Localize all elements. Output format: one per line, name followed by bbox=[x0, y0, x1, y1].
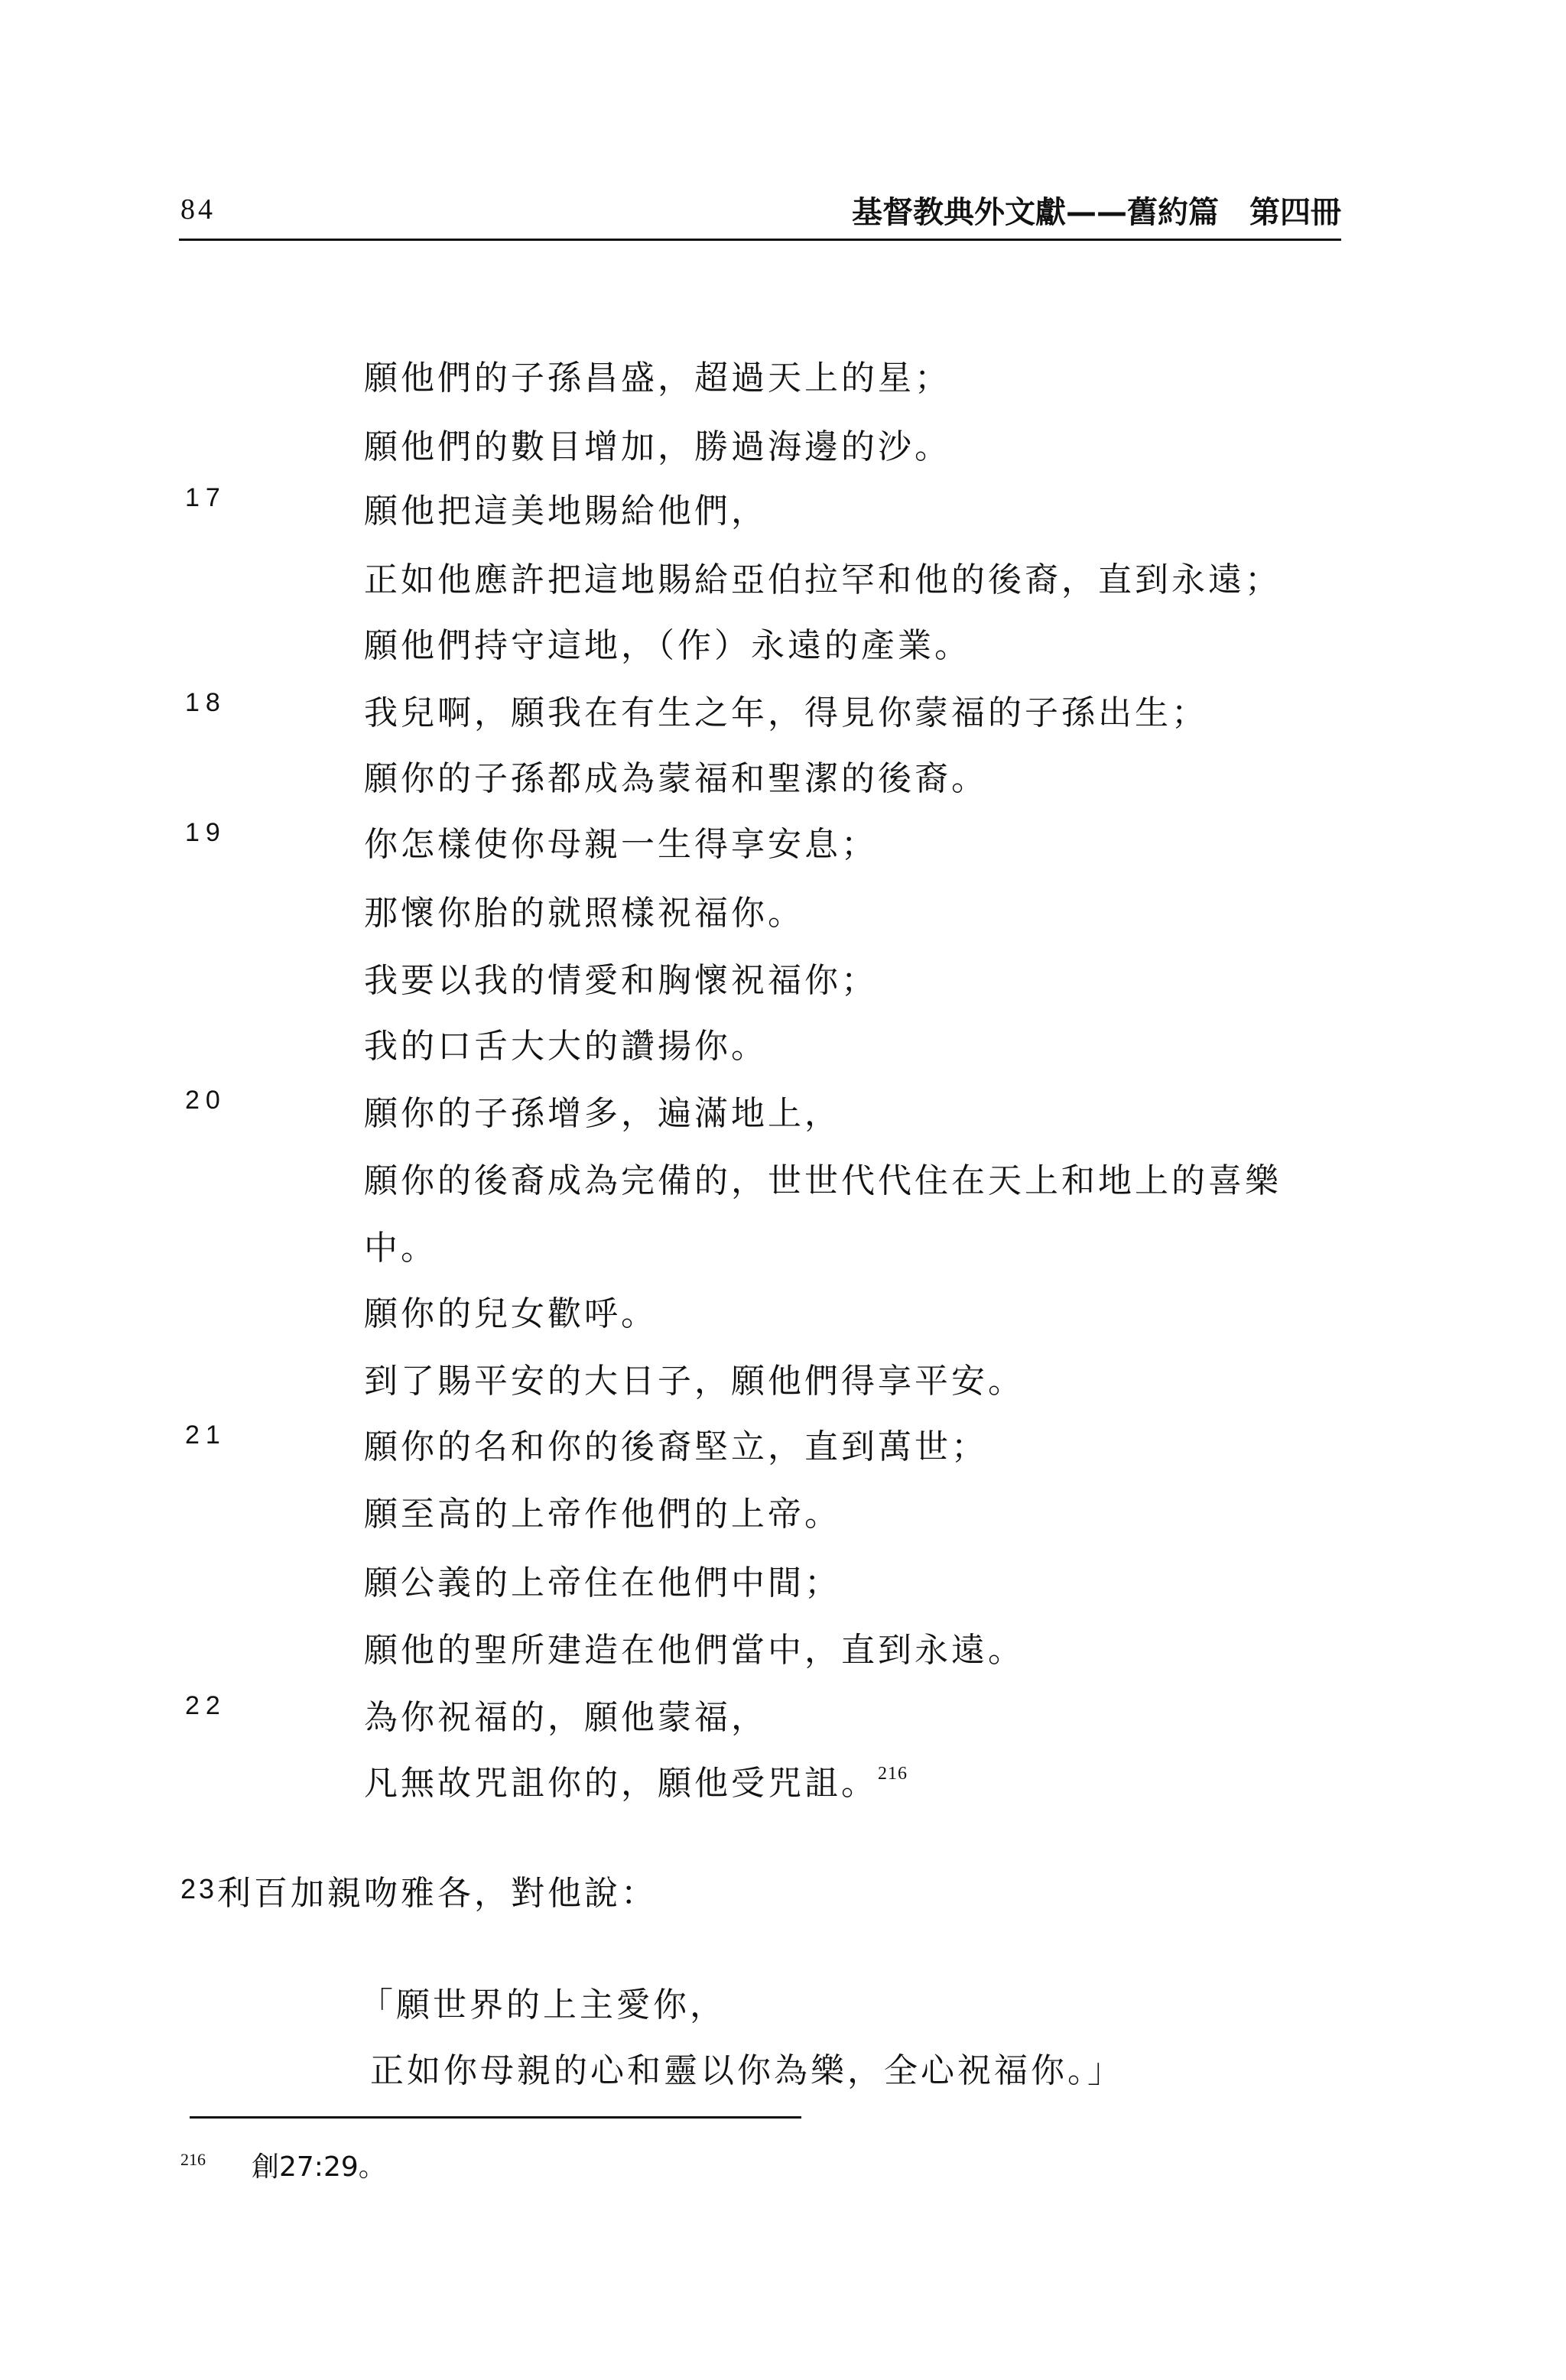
poem-line: 那懷你胎的就照樣祝福你。 bbox=[364, 894, 804, 933]
verse-number: 19 bbox=[185, 818, 226, 847]
poem-line: 我兒啊，願我在有生之年，得見你蒙福的子孫出生； bbox=[364, 693, 1208, 732]
poem-line: 願他的聖所建造在他們當中，直到永遠。 bbox=[364, 1631, 1025, 1670]
footnote-text: 創27:29。 bbox=[252, 2151, 386, 2183]
poem-line: 願你的子孫都成為蒙福和聖潔的後裔。 bbox=[364, 759, 988, 798]
quote-line: 正如你母親的心和靈以你為樂，全心祝福你。」 bbox=[370, 2051, 1124, 2090]
poem-line: 願你的名和你的後裔堅立，直到萬世； bbox=[364, 1427, 988, 1466]
paragraph-text: 利百加親吻雅各，對他說： bbox=[217, 1874, 658, 1913]
narrative-paragraph bbox=[180, 1865, 658, 1914]
paragraph-number: 23 bbox=[180, 1873, 218, 1904]
verse-number: 21 bbox=[185, 1421, 226, 1450]
poem-line: 願你的子孫增多，遍滿地上， bbox=[364, 1094, 841, 1133]
verse-number: 17 bbox=[185, 483, 226, 512]
poem-line: 中。 bbox=[364, 1229, 437, 1268]
poem-line: 我要以我的情愛和胸懷祝福你； bbox=[364, 961, 878, 1000]
poem-line: 願公義的上帝住在他們中間； bbox=[364, 1563, 841, 1602]
footnote-rule bbox=[190, 2116, 801, 2119]
poem-line: 願他把這美地賜給他們， bbox=[364, 492, 768, 531]
footnote-reference: 216 bbox=[878, 1764, 908, 1784]
poem-line: 你怎樣使你母親一生得享安息； bbox=[364, 825, 878, 864]
poem-line: 願他們持守這地，（作）永遠的產業。 bbox=[364, 626, 971, 665]
quote-line: 「願世界的上主愛你， bbox=[359, 1985, 726, 2024]
verse-number: 20 bbox=[185, 1086, 226, 1115]
poem-line: 我的口舌大大的讚揚你。 bbox=[364, 1027, 768, 1066]
poem-line: 願至高的上帝作他們的上帝。 bbox=[364, 1495, 841, 1534]
poem-line-text: 凡無故咒詛你的，願他受咒詛。 bbox=[364, 1764, 878, 1803]
poem-line: 願他們的子孫昌盛，超過天上的星； bbox=[364, 359, 951, 398]
poem-line-with-footnote bbox=[364, 1755, 908, 1804]
poem-line: 願你的兒女歡呼。 bbox=[364, 1294, 658, 1333]
poem-line: 為你祝福的，願他蒙福， bbox=[364, 1698, 768, 1737]
footnote-number: 216 bbox=[180, 2150, 206, 2169]
page-number: 84 bbox=[180, 193, 216, 226]
running-title: 基督教典外文獻——舊約篇 第四冊 bbox=[852, 195, 1341, 230]
header-rule bbox=[179, 239, 1341, 241]
verse-number: 22 bbox=[185, 1691, 226, 1720]
footnote bbox=[180, 2145, 386, 2184]
poem-line: 到了賜平安的大日子，願他們得享平安。 bbox=[364, 1362, 1025, 1401]
verse-number: 18 bbox=[185, 688, 226, 717]
poem-line: 正如他應許把這地賜給亞伯拉罕和他的後裔，直到永遠； bbox=[364, 560, 1282, 599]
poem-line: 願你的後裔成為完備的，世世代代住在天上和地上的喜樂 bbox=[364, 1161, 1282, 1200]
poem-line: 願他們的數目增加，勝過海邊的沙。 bbox=[364, 427, 951, 466]
